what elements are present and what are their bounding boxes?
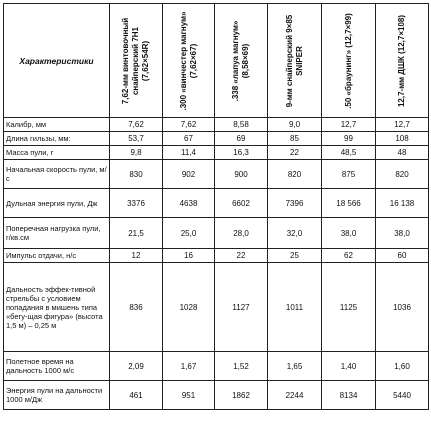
table-cell: 12,7: [376, 118, 429, 132]
table-cell: 32,0: [268, 218, 322, 249]
table-cell: 69: [215, 132, 268, 146]
table-row: [4, 160, 429, 189]
table-cell: 461: [110, 381, 163, 410]
table-row: [4, 381, 429, 410]
table-cell: 60: [376, 249, 429, 263]
table-cell: 7396: [268, 189, 322, 218]
table-row: [4, 263, 429, 352]
table-cell: 1,40: [322, 352, 376, 381]
table-cell: 1127: [215, 263, 268, 352]
table-cell: 108: [376, 132, 429, 146]
row-label: Импульс отдачи, н/с: [4, 249, 110, 263]
table-cell: 53,7: [110, 132, 163, 146]
column-header-text: 9-мм снайперский 9×85 SNIPER: [284, 14, 304, 107]
table-cell: 7,62: [110, 118, 163, 132]
table-cell: 21,5: [110, 218, 163, 249]
table-cell: 8,58: [215, 118, 268, 132]
column-header-text: .300 «винчестер магнум» (7,62×67): [178, 11, 198, 110]
table-cell: 16 138: [376, 189, 429, 218]
row-label: Начальная скорость пули, м/с: [4, 160, 110, 189]
table-row: [4, 352, 429, 381]
table-cell: 6602: [215, 189, 268, 218]
row-label: Полетное время на дальность 1000 м/с: [4, 352, 110, 381]
table-cell: 38,0: [322, 218, 376, 249]
table-cell: 1,52: [215, 352, 268, 381]
table-cell: 22: [215, 249, 268, 263]
table-cell: 28,0: [215, 218, 268, 249]
table-row: [4, 118, 429, 132]
table-cell: 836: [110, 263, 163, 352]
ammo-characteristics-table: [3, 3, 429, 410]
table-cell: 8134: [322, 381, 376, 410]
row-label: Длина гильзы, мм:: [4, 132, 110, 146]
table-cell: 820: [376, 160, 429, 189]
table-cell: 3376: [110, 189, 163, 218]
column-header-text: .338 «лапуа магнум» (8,58×69): [231, 20, 250, 101]
table-cell: 5440: [376, 381, 429, 410]
row-label: Энергия пули на дальности 1000 м/Дж: [4, 381, 110, 410]
column-header: [376, 4, 429, 118]
table-cell: 11,4: [163, 146, 215, 160]
table-row: [4, 146, 429, 160]
row-label: Поперечная нагрузка пули, г/кв.см: [4, 218, 110, 249]
table-cell: 1,67: [163, 352, 215, 381]
table-cell: 875: [322, 160, 376, 189]
table-row: [4, 218, 429, 249]
table-cell: 1036: [376, 263, 429, 352]
table-row: [4, 132, 429, 146]
corner-header: Характеристики: [4, 4, 110, 118]
column-header: [268, 4, 322, 118]
column-header-text: 12,7-мм ДШК (12,7×108): [397, 14, 406, 107]
row-label: Дальность эффек-тивной стрельбы с условием попадания в мишень типа «бегу-щая фигура» (высота 1,5 м) – 0,25 м: [4, 263, 110, 352]
row-label: Масса пули, г: [4, 146, 110, 160]
table-cell: 1862: [215, 381, 268, 410]
table-cell: 902: [163, 160, 215, 189]
table-cell: 1011: [268, 263, 322, 352]
table-cell: 1125: [322, 263, 376, 352]
table-cell: 820: [268, 160, 322, 189]
table-cell: 48: [376, 146, 429, 160]
table-cell: 9,8: [110, 146, 163, 160]
column-header: [322, 4, 376, 118]
table-cell: 62: [322, 249, 376, 263]
table-cell: 22: [268, 146, 322, 160]
table-cell: 85: [268, 132, 322, 146]
table-cell: 2244: [268, 381, 322, 410]
table-cell: 25,0: [163, 218, 215, 249]
table-cell: 1,65: [268, 352, 322, 381]
table-cell: 12,7: [322, 118, 376, 132]
table-cell: 16,3: [215, 146, 268, 160]
column-header-text: .50 «браунинг» (12,7×99): [343, 12, 353, 109]
table-cell: 16: [163, 249, 215, 263]
column-header-text: 7,62-мм винтовочный снайперский 7Н1 (7,62×54R): [121, 17, 150, 104]
table-cell: 25: [268, 249, 322, 263]
column-header: [163, 4, 215, 118]
table-cell: 12: [110, 249, 163, 263]
table-row: [4, 249, 429, 263]
header-row: [4, 4, 429, 118]
table-cell: 900: [215, 160, 268, 189]
table-cell: 2,09: [110, 352, 163, 381]
table-cell: 830: [110, 160, 163, 189]
table-cell: 1028: [163, 263, 215, 352]
table-row: [4, 189, 429, 218]
column-header: [215, 4, 268, 118]
table-cell: 4638: [163, 189, 215, 218]
column-header: [110, 4, 163, 118]
row-label: Дульная энергия пули, Дж: [4, 189, 110, 218]
table-cell: 99: [322, 132, 376, 146]
table-cell: 951: [163, 381, 215, 410]
table-cell: 7,62: [163, 118, 215, 132]
table-cell: 1,60: [376, 352, 429, 381]
table-cell: 67: [163, 132, 215, 146]
table-cell: 38,0: [376, 218, 429, 249]
row-label: Калибр, мм: [4, 118, 110, 132]
table-cell: 48,5: [322, 146, 376, 160]
table-cell: 18 566: [322, 189, 376, 218]
table-cell: 9,0: [268, 118, 322, 132]
